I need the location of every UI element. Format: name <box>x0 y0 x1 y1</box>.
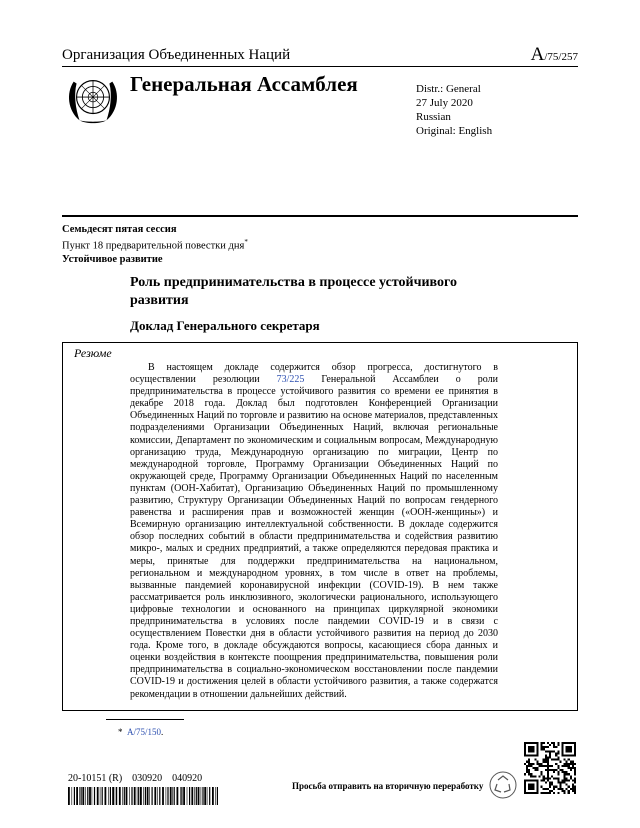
summary-text-part1: В настоящем докладе содержится обзор прогресса, достигнутого в осуществлении резолюции <box>130 362 498 386</box>
symbol-number: /75/257 <box>544 51 578 63</box>
session-name: Семьдесят пятая сессия <box>62 224 177 235</box>
session-topic: Устойчивое развитие <box>62 253 163 265</box>
agenda-item-text: Пункт 18 предварительной повестки дня <box>62 240 245 252</box>
summary-label: Резюме <box>74 346 112 360</box>
document-symbol <box>531 44 578 66</box>
report-heading: Доклад Генерального секретаря <box>130 318 320 333</box>
footnote <box>118 727 163 737</box>
footnote-marker: * <box>118 727 123 737</box>
session-block <box>62 223 248 266</box>
recycle-text: Просьба отправить на вторичную переработку <box>292 781 484 791</box>
organization-name: Организация Объединенных Наций <box>62 47 291 63</box>
original-line: Original: English <box>416 125 493 137</box>
top-rule <box>62 66 578 67</box>
language-line: Russian <box>416 111 451 123</box>
distr-line: Distr.: General <box>416 83 481 95</box>
resolution-link[interactable]: 73/225 <box>276 374 305 386</box>
footnote-period: . <box>161 727 164 737</box>
document-number: 20-10151 (R) 030920 040920 <box>68 773 203 784</box>
summary-text-part2: Генеральной Ассамблеи о роли предпринимательства в процессе устойчивого развития со времени ее принятия в декабре 2018 года. Доклад был подготовлен Конференцией Организации Объединенных Наций по торговле и развитию на основе материалов, представленных подразделениями Организации Объединенных Наций, включая региональные комиссии, Департамент по экономическим и социальным вопросам, Международную организацию труда, Международную организацию по миграции, Центр по международной торговле, Программу Организации Объединенных Наций по окружающей среде, Программу Организации Объединенных Наций по населенным пунктам (ООН-Хабитат), Организацию Объединенных Наций по промышленному развитию, Структуру Организации Объединенных Наций по вопросам гендерного равенства и расширения прав и возможностей женщин («ООН-женщины») и Всемирную организацию интеллектуальной собственности. В докладе содержится обзор последних событий в области предпринимательства и содействия развитию микро-, малых и средних предприятий, а также определяются передовая практика и меры, принятые для поддержки предпринимательства на национальном, региональном и международном уровнях, в том числе в ответ на проблемы, вызванные пандемией коронавирусной инфекции (COVID-19). В нем также рассматривается роль инклюзивного, экологически рационального, использующего цифровые технологии и основанного на принципах циркулярной экономики предпринимательства в условиях после пандемии COVID-19 и в связи с осуществлением Повестки дня в области устойчивого развития на период до 2030 года. Кроме того, в докладе обсуждаются вопросы, касающиеся сбора данных и оценки воздействия в контексте поощрения предпринимательства, повышения роли предпринимательства в социально-экономическом восстановлении после пандемии COVID-19 и достижения целей в области устойчивого развития, а также содержатся рекомендации в отношении дальнейших действий. <box>130 374 498 700</box>
symbol-letter: A <box>530 44 545 65</box>
recycle-icon <box>488 770 518 800</box>
footnote-rule <box>106 719 184 720</box>
qr-code-icon <box>524 742 576 794</box>
barcode-icon <box>68 787 218 805</box>
general-assembly-title: Генеральная Ассамблея <box>130 72 358 96</box>
un-emblem-icon <box>64 70 122 128</box>
agenda-item <box>62 236 248 253</box>
header-bottom-rule <box>62 215 578 217</box>
summary-text <box>130 362 498 701</box>
agenda-footnote-marker: * <box>244 238 248 246</box>
distribution-info <box>416 82 492 138</box>
footnote-link[interactable]: A/75/150 <box>127 727 162 737</box>
date-line: 27 July 2020 <box>416 97 473 109</box>
document-title: Роль предпринимательства в процессе устойчивого развития <box>130 275 458 308</box>
